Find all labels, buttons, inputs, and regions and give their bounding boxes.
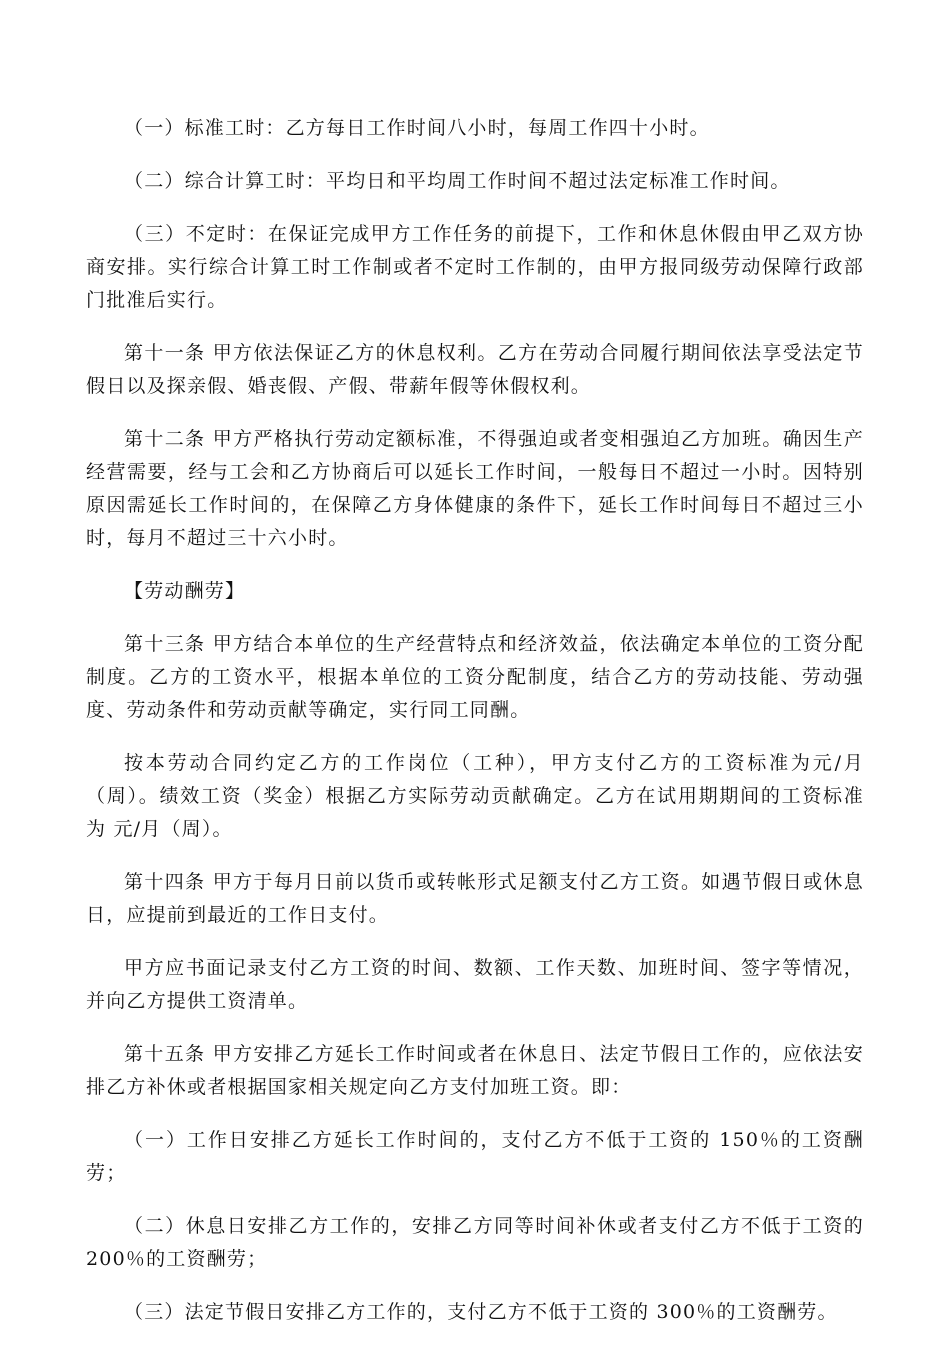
paragraph-flexible-hours: （三）不定时：在保证完成甲方工作任务的前提下，工作和休息休假由甲乙双方协商安排。实行综合计算工时工作制或者不定时工作制的，由甲方报同级劳动保障行政部门批准后实行。 — [86, 223, 864, 311]
paragraph-comprehensive-hours: （二）综合计算工时：平均日和平均周工作时间不超过法定标准工作时间。 — [124, 170, 791, 192]
paragraph-overtime-holiday: （三）法定节假日安排乙方工作的，支付乙方不低于工资的 300％的工资酬劳。 — [124, 1301, 838, 1323]
paragraph-overtime-restday: （二）休息日安排乙方工作的，安排乙方同等时间补休或者支付乙方不低于工资的 200％的工资酬劳； — [86, 1215, 864, 1270]
paragraph-wage-records: 甲方应书面记录支付乙方工资的时间、数额、工作天数、加班时间、签字等情况，并向乙方提供工资清单。 — [86, 957, 864, 1012]
paragraph-overtime-workday: （一）工作日安排乙方延长工作时间的，支付乙方不低于工资的 150％的工资酬劳； — [86, 1129, 864, 1184]
section-heading-remuneration: 【劳动酬劳】 — [124, 580, 246, 602]
paragraph-article-12: 第十二条 甲方严格执行劳动定额标准，不得强迫或者变相强迫乙方加班。确因生产经营需要，经与工会和乙方协商后可以延长工作时间，一般每日不超过一小时。因特别原因需延长工作时间的，在保障乙方身体健康的条件下，延长工作时间每日不超过三小时，每月不超过三十六小时。 — [86, 428, 864, 549]
paragraph-article-15: 第十五条 甲方安排乙方延长工作时间或者在休息日、法定节假日工作的，应依法安排乙方补休或者根据国家相关规定向乙方支付加班工资。即： — [86, 1043, 864, 1098]
paragraph-article-13: 第十三条 甲方结合本单位的生产经营特点和经济效益，依法确定本单位的工资分配制度。乙方的工资水平，根据本单位的工资分配制度，结合乙方的劳动技能、劳动强度、劳动条件和劳动贡献等确定，实行同工同酬。 — [86, 633, 864, 721]
paragraph-wage-standard: 按本劳动合同约定乙方的工作岗位（工种），甲方支付乙方的工资标准为元/月（周）。绩效工资（奖金）根据乙方实际劳动贡献确定。乙方在试用期期间的工资标准为 元/月（周）。 — [86, 752, 864, 840]
paragraph-standard-hours: （一）标准工时：乙方每日工作时间八小时，每周工作四十小时。 — [124, 117, 710, 139]
paragraph-article-11: 第十一条 甲方依法保证乙方的休息权利。乙方在劳动合同履行期间依法享受法定节假日以及探亲假、婚丧假、产假、带薪年假等休假权利。 — [86, 342, 864, 397]
document-body — [86, 112, 864, 1349]
paragraph-article-14: 第十四条 甲方于每月日前以货币或转帐形式足额支付乙方工资。如遇节假日或休息日，应提前到最近的工作日支付。 — [86, 871, 864, 926]
